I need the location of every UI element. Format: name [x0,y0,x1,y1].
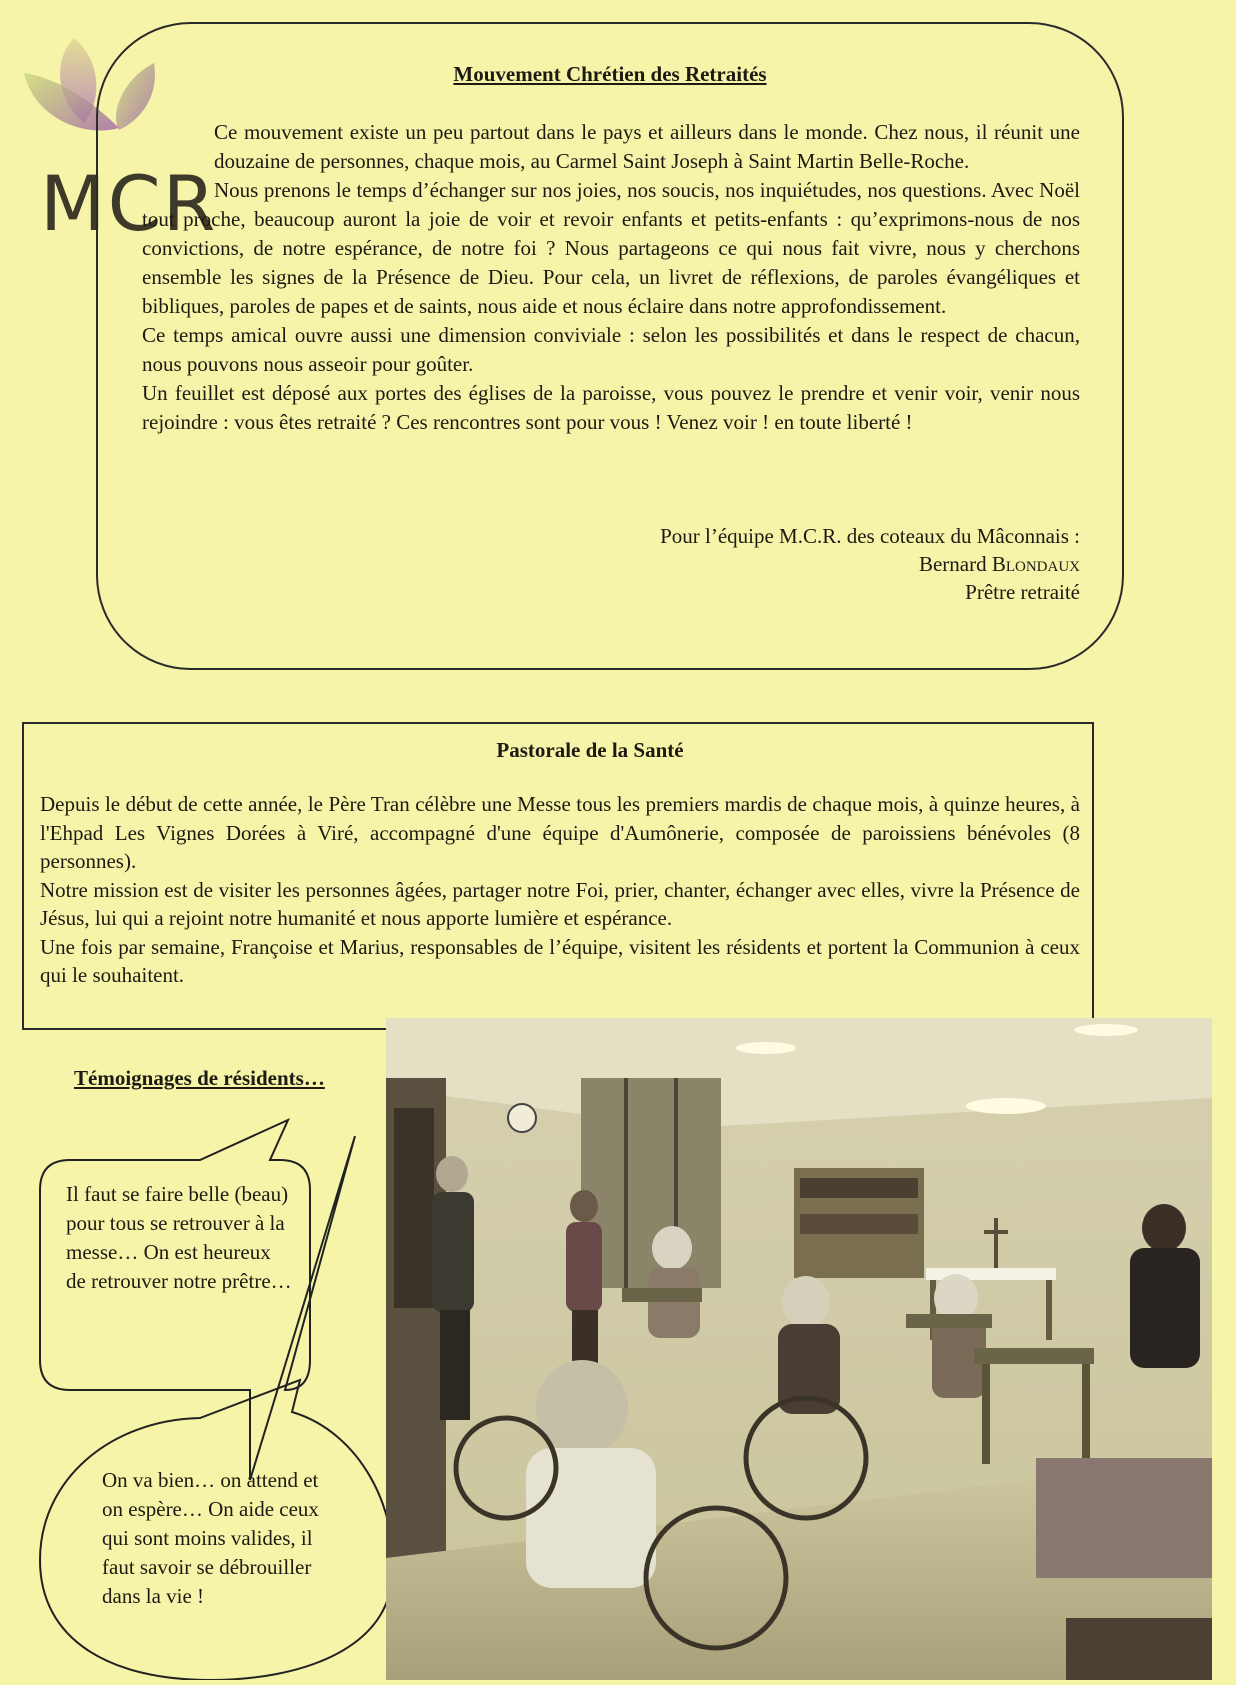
signature-author [660,550,1080,578]
mcr-paragraph-3: Ce temps amical ouvre aussi une dimension conviviale : selon les possibilités et dans le respect de chacun, nous pouvons nous asseoir pour goûter. [142,323,1080,376]
mcr-signature [660,522,1080,606]
photo-illustration [386,1018,1212,1680]
ehpad-mass-photo [386,1018,1212,1680]
mcr-paragraph-4: Un feuillet est déposé aux portes des églises de la paroisse, vous pouvez le prendre et venir voir, venir nous rejoindre : vous êtes retraité ? Ces rencontres sont pour vous ! Venez voir ! en toute liberté ! [142,381,1080,434]
author-last-name: Blondaux [991,552,1080,576]
author-first-name: Bernard [918,552,987,576]
testimonial-quote-1: Il faut se faire belle (beau) pour tous se retrouver à la messe… On est heureux de retrouver notre prêtre… [66,1182,292,1293]
testimonial-quote-2: On va bien… on attend et on espère… On aide ceux qui sont moins valides, il faut savoir se débrouiller dans la vie ! [102,1468,319,1608]
mcr-article-body [142,118,1080,437]
mcr-article-title: Mouvement Chrétien des Retraités [453,62,767,86]
pastorale-paragraph-3: Une fois par semaine, Françoise et Marius, responsables de l’équipe, visitent les résidents et portent la Communion à ceux qui le souhaitent. [40,934,1080,987]
signature-line: Pour l’équipe M.C.R. des coteaux du Mâconnais : [660,524,1080,548]
testimonials-title: Témoignages de résidents… [74,1066,325,1090]
pastorale-paragraph-1: Depuis le début de cette année, le Père Tran célèbre une Messe tous les premiers mardis de chaque mois, à quinze heures, à l'Ehpad Les Vignes Dorées à Viré, accompagné d'une équipe d'Aumônerie, composée de paroissiens bénévoles (8 personnes). [40,792,1080,873]
pastorale-article-body [40,790,1080,990]
mcr-paragraph-2: Nous prenons le temps d’échanger sur nos joies, nos soucis, nos inquiétudes, nos questions. Avec Noël tout proche, beaucoup auront la joie de voir et revoir enfants et petits-enfants : qu’exprimons-nous de nos convictions, de notre espérance, de notre foi ? Nous partageons ce qui nous fait vivre, nous y cherchons ensemble les signes de la Présence de Dieu. Pour cela, un livret de réflexions, de paroles évangéliques et bibliques, paroles de papes et de saints, nous aide et nous éclaire dans notre approfondissement. [142,178,1080,318]
speech-bubble-1 [40,1120,355,1480]
mcr-paragraph-1: Ce mouvement existe un peu partout dans le pays et ailleurs dans le monde. Chez nous, il réunit une douzaine de personnes, chaque mois, au Carmel Saint Joseph à Saint Martin Belle-Roche. [214,120,1080,173]
author-role: Prêtre retraité [965,580,1080,604]
pastorale-paragraph-2: Notre mission est de visiter les personnes âgées, partager notre Foi, prier, chanter, échanger avec elles, vivre la Présence de Jésus, lui qui a rejoint notre humanité et nous apporte lumière et espérance. [40,877,1080,930]
logo-text: MCR [40,159,218,248]
pastorale-article-title: Pastorale de la Santé [496,738,684,762]
